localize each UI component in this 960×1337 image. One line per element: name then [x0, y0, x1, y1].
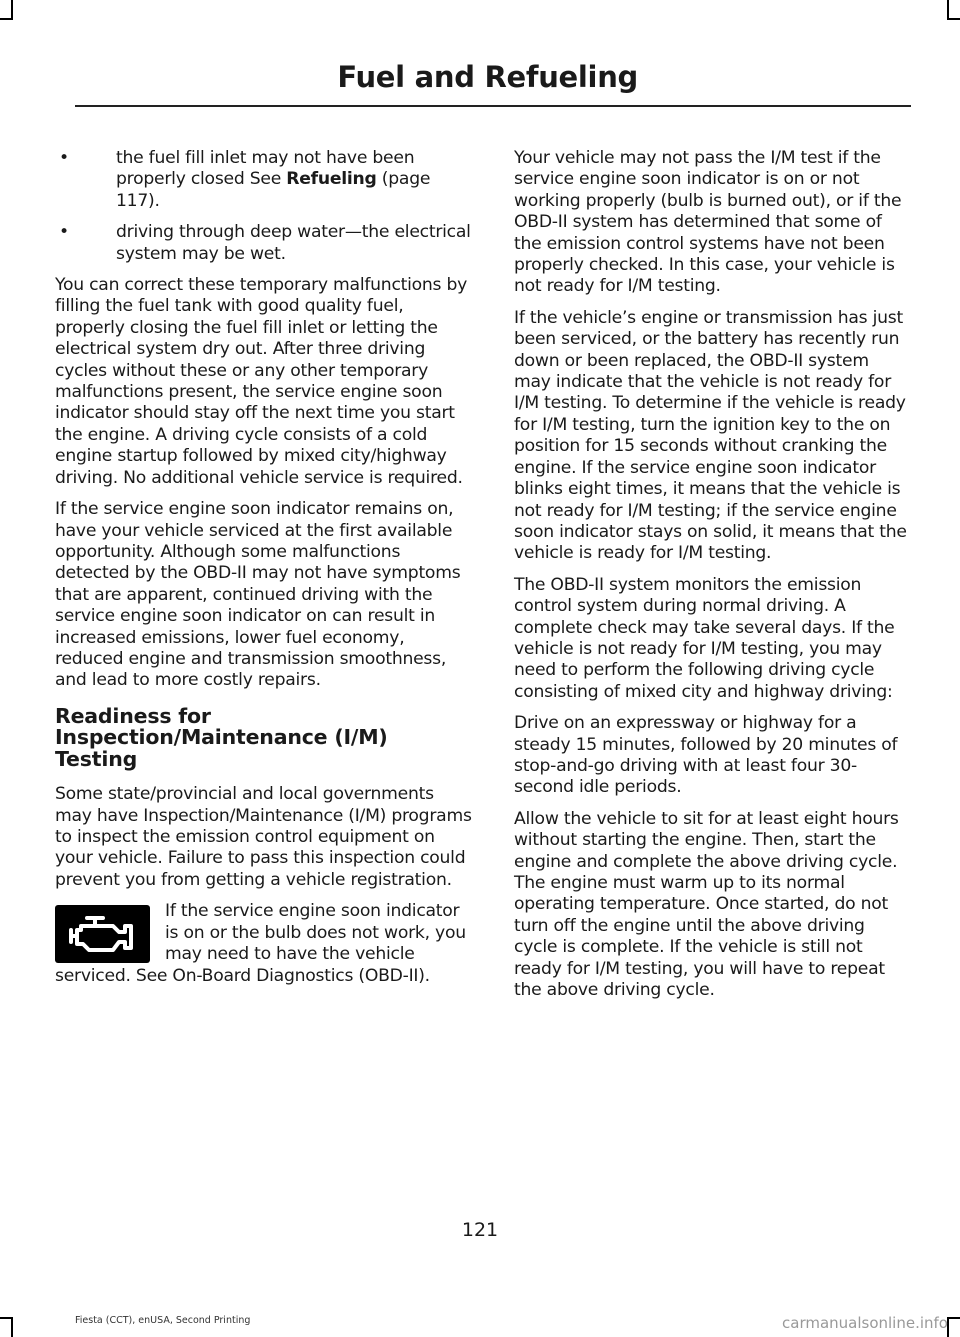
left-column: [55, 148, 475, 997]
engine-icon: [67, 912, 139, 956]
paragraph: Drive on an expressway or highway for a steady 15 minutes, followed by 20 minutes of stop-and-go driving with at least four 30-second idle periods.: [514, 713, 898, 798]
crop-mark: [947, 18, 960, 20]
refueling-link[interactable]: Refueling: [286, 169, 377, 190]
bullet-text: (page 117).: [116, 169, 431, 211]
bullet-text: the fuel fill inlet may not have been properly closed See: [116, 148, 415, 190]
page-title: Fuel and Refueling: [337, 60, 638, 94]
paragraph: If the service engine soon indicator is on or the bulb does not work, you may need to have the vehicle serviced. See On-Board Diagnostics (OBD-II).: [55, 901, 466, 986]
section-heading: Readiness for Inspection/Maintenance (I/M) Testing: [55, 703, 388, 771]
crop-mark: [947, 0, 949, 20]
paragraph: The OBD-II system monitors the emission control system during normal driving. A complete check may take several days. If the vehicle is not ready for I/M testing, you may need to perform the following driving cycle consisting of mixed city and highway driving:: [514, 574, 895, 702]
list-item: [55, 222, 475, 265]
watermark: carmanualsonline.info: [782, 1314, 948, 1332]
right-column: [514, 148, 909, 1011]
page-number: 121: [461, 1219, 499, 1241]
paragraph: Your vehicle may not pass the I/M test if the service engine soon indicator is on or not working properly (bulb is burned out), or if the OBD-II system has determined that some of the emission control systems have not been properly checked. In this case, your vehicle is not ready for I/M testing.: [514, 148, 902, 297]
bullet-icon: •: [59, 222, 69, 243]
crop-mark: [0, 1317, 13, 1319]
crop-mark: [0, 18, 13, 20]
crop-mark: [11, 0, 13, 20]
bullet-list: [55, 148, 475, 265]
header-divider: [75, 105, 911, 107]
check-engine-icon: [55, 905, 150, 963]
paragraph: Some state/provincial and local governments may have Inspection/Maintenance (I/M) programs to inspect the emission control equipment on your vehicle. Failure to pass this inspection could prevent you from getting a vehicle registration.: [55, 784, 472, 890]
crop-mark: [947, 1317, 960, 1319]
crop-mark: [11, 1317, 13, 1337]
paragraph: If the vehicle’s engine or transmission has just been serviced, or the battery has recently run down or been replaced, the OBD-II system may indicate that the vehicle is not ready for I/M testing. To determine if the vehicle is ready for I/M testing, turn the ignition key to the on position for 15 seconds without cranking the engine. If the service engine soon indicator blinks eight times, it means that the vehicle is not ready for I/M testing; if the service engine soon indicator stays on solid, it means that the vehicle is ready for I/M testing.: [514, 307, 907, 564]
footer-text: Fiesta (CCT), enUSA, Second Printing: [75, 1315, 251, 1326]
paragraph: Allow the vehicle to sit for at least eight hours without starting the engine. Then, start the engine and complete the above driving cycle. The engine must warm up to its normal operating temperature. Once started, do not turn off the engine until the above driving cycle is complete. If the vehicle is still not ready for I/M testing, you will have to repeat the above driving cycle.: [514, 808, 899, 1001]
bullet-icon: •: [59, 148, 69, 168]
bullet-text: driving through deep water—the electrical system may be wet.: [116, 222, 471, 264]
list-item: [55, 148, 475, 212]
paragraph: You can correct these temporary malfunctions by filling the fuel tank with good quality fuel, properly closing the fuel fill inlet or letting the electrical system dry out. After three driving cycles without these or any other temporary malfunctions present, the service engine soon indicator should stay off the next time you start the engine. A driving cycle consists of a cold engine startup followed by mixed city/highway driving. No additional vehicle service is required.: [55, 275, 468, 488]
paragraph: If the service engine soon indicator remains on, have your vehicle serviced at the first available opportunity. Although some malfunctions detected by the OBD-II may not have symptoms that are apparent, continued driving with the service engine soon indicator on can result in increased emissions, lower fuel economy, reduced engine and transmission smoothness, and lead to more costly repairs.: [55, 499, 461, 691]
